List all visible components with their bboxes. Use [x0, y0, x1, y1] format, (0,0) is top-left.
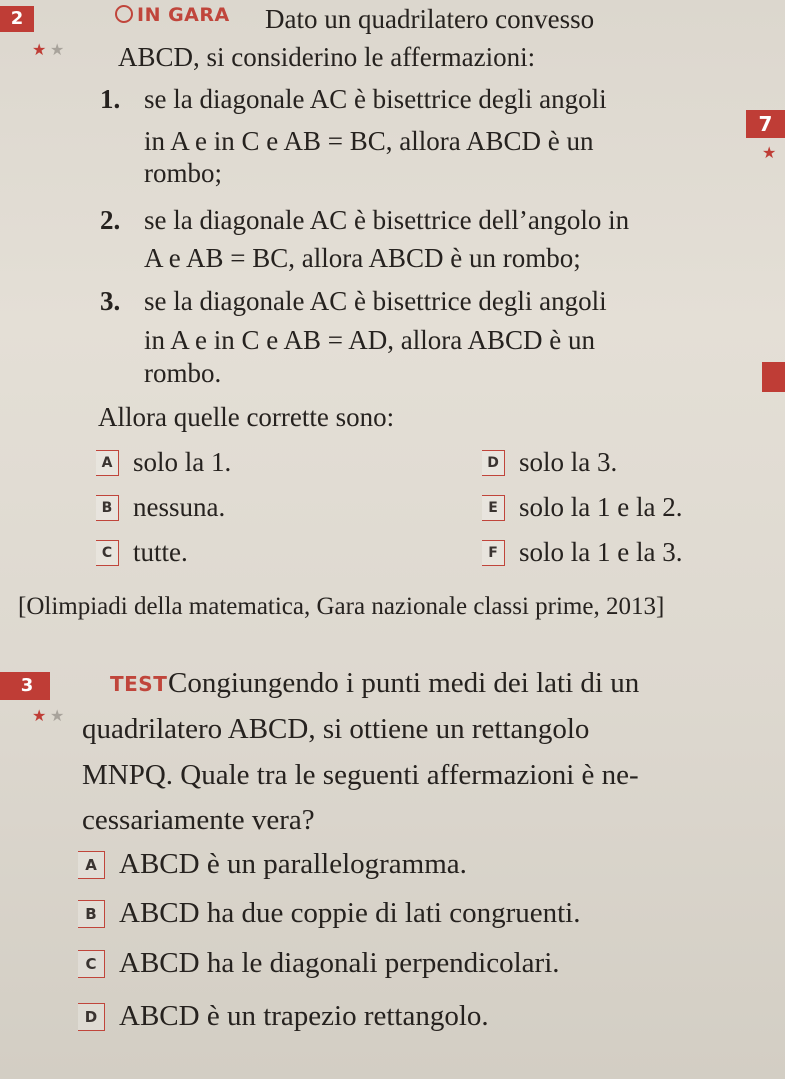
ex2-intro-line2: ABCD, si considerino le affermazioni: — [118, 42, 536, 72]
option-text: ABCD è un parallelogramma. — [119, 848, 467, 880]
ex2-item-2-line2: A e AB = BC, allora ABCD è un rombo; — [144, 243, 581, 273]
ex2-item-3-line1: se la diagonale AC è bisettrice degli angoli — [144, 286, 607, 316]
ex2-option-e[interactable] — [482, 492, 682, 523]
option-text: ABCD ha le diagonali perpendicolari. — [119, 947, 560, 979]
option-letter-box: B — [78, 900, 105, 928]
ex3-line3: MNPQ. Quale tra le seguenti affermazioni è ne- — [82, 759, 639, 791]
option-text: tutte. — [133, 537, 188, 567]
option-text: solo la 1. — [133, 447, 232, 477]
exercise-number-badge: 3 — [0, 672, 50, 700]
option-letter-box: B — [96, 495, 119, 521]
difficulty-star-icon: ★ — [32, 706, 47, 725]
exercise-number-badge: 2 — [0, 6, 34, 32]
option-letter-box: E — [482, 495, 505, 521]
ex2-option-a[interactable] — [96, 447, 231, 478]
ex2-source: [Olimpiadi della matematica, Gara nazionale classi prime, 2013] — [18, 593, 665, 620]
difficulty-star-empty-icon: ★ — [50, 706, 65, 725]
option-letter-box: D — [78, 1003, 105, 1031]
competition-icon — [113, 3, 135, 25]
side-star-icon: ★ — [762, 143, 777, 162]
ex2-intro-line1: Dato un quadrilatero convesso — [265, 4, 595, 34]
option-text: solo la 1 e la 3. — [519, 537, 683, 567]
in-gara-tag: IN GARA — [137, 4, 230, 26]
ex2-item-1-line2: in A e in C e AB = BC, allora ABCD è un — [144, 126, 594, 156]
ex3-option-c[interactable] — [78, 947, 560, 980]
option-letter-box: A — [96, 450, 119, 476]
ex2-option-b[interactable] — [96, 492, 225, 523]
ex3-option-b[interactable] — [78, 897, 580, 930]
ex2-item-2-line1: se la diagonale AC è bisettrice dell’angolo in — [144, 205, 630, 235]
option-letter-box: F — [482, 540, 505, 566]
option-text: nessuna. — [133, 492, 226, 522]
ex3-line2: quadrilatero ABCD, si ottiene un rettangolo — [82, 713, 590, 745]
test-tag: TEST — [110, 672, 168, 696]
ex2-item-1-line1: se la diagonale AC è bisettrice degli angoli — [144, 84, 607, 114]
ex3-option-a[interactable] — [78, 848, 467, 881]
option-text: solo la 3. — [519, 447, 618, 477]
ex2-item-3-number: 3. — [100, 286, 121, 316]
option-text: ABCD ha due coppie di lati congruenti. — [119, 897, 581, 929]
ex2-item-3-line3: rombo. — [144, 358, 222, 388]
ex2-question: Allora quelle corrette sono: — [98, 402, 395, 432]
ex2-item-1-line3: rombo; — [144, 158, 222, 188]
option-letter-box: C — [78, 950, 105, 978]
option-text: ABCD è un trapezio rettangolo. — [119, 1000, 489, 1032]
ex3-line4: cessariamente vera? — [82, 804, 315, 836]
option-letter-box: D — [482, 450, 505, 476]
ex3-option-d[interactable] — [78, 1000, 489, 1033]
side-tab-marker — [762, 362, 785, 392]
side-number-badge: 7 — [746, 110, 785, 138]
ex2-option-f[interactable] — [482, 537, 682, 568]
difficulty-star-icon: ★ — [32, 40, 47, 59]
ex2-item-1-number: 1. — [100, 84, 121, 114]
option-letter-box: C — [96, 540, 119, 566]
option-text: solo la 1 e la 2. — [519, 492, 683, 522]
difficulty-star-empty-icon: ★ — [50, 40, 65, 59]
ex2-item-2-number: 2. — [100, 205, 121, 235]
ex2-item-3-line2: in A e in C e AB = AD, allora ABCD è un — [144, 325, 595, 355]
ex3-line1: Congiungendo i punti medi dei lati di un — [168, 667, 640, 699]
ex2-option-c[interactable] — [96, 537, 188, 568]
ex2-option-d[interactable] — [482, 447, 617, 478]
option-letter-box: A — [78, 851, 105, 879]
